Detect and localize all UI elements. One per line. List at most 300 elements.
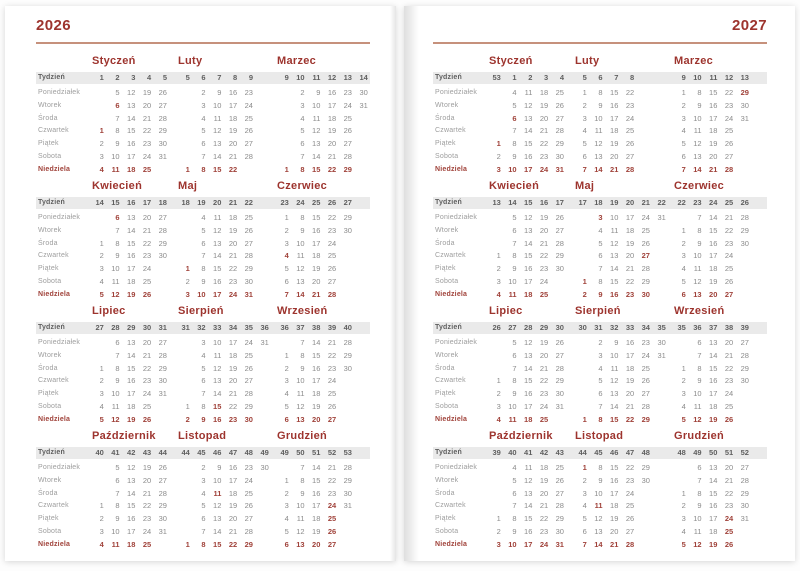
holiday-day-number: 30 [641,289,650,299]
day-number: 12 [213,225,222,235]
week-number: 30 [555,323,564,332]
day-number: 8 [598,276,603,286]
day-number: 21 [142,225,152,235]
day-number: 16 [127,514,136,523]
day-number: 15 [709,488,718,498]
day-number: 11 [693,126,702,136]
week-number: 32 [197,323,206,332]
day-number: 9 [697,100,702,110]
day-number: 7 [115,488,120,498]
day-number: 5 [512,338,517,347]
day-number: 17 [524,276,533,286]
weekday-row [36,539,370,552]
weekday-label: Czwartek [38,127,69,135]
day-number: 23 [327,363,337,373]
day-number: 25 [244,213,253,222]
day-number: 27 [555,350,564,360]
day-number: 19 [610,139,619,148]
holiday-day-number: 15 [312,164,321,174]
day-number: 2 [681,238,686,248]
header-rule [36,42,370,44]
week-number: 19 [197,198,206,207]
month-title: Czerwiec [277,180,328,192]
holiday-day-number: 8 [598,414,603,424]
day-number: 9 [697,238,702,248]
day-number: 18 [539,463,549,472]
day-number: 6 [681,151,686,161]
day-number: 30 [158,376,167,386]
day-number: 28 [244,526,253,536]
holiday-day-number: 12 [693,539,702,549]
day-number: 22 [724,225,734,235]
day-number: 26 [244,225,253,235]
weekday-row [433,475,767,488]
day-number: 11 [213,213,222,222]
day-number: 6 [115,338,120,347]
day-number: 4 [512,463,517,472]
day-number: 16 [312,363,321,373]
weekday-label: Wtorek [38,101,62,109]
day-number: 21 [142,350,152,360]
week-number: 6 [598,73,603,82]
month-row [36,430,370,555]
day-number: 10 [693,251,702,261]
weekday-row [433,462,767,475]
weekday-label: Środa [38,489,58,497]
day-number: 21 [625,264,635,273]
day-number: 19 [228,126,238,136]
day-number: 11 [524,463,533,472]
day-number: 14 [213,389,222,398]
day-number: 18 [709,264,718,273]
weekday-row [36,475,370,488]
weekday-row [36,414,370,427]
day-number: 13 [610,389,619,398]
week-number: 11 [709,73,718,82]
weekday-label: Sobota [38,152,62,160]
day-number: 18 [625,225,635,235]
day-number: 6 [512,350,517,360]
holiday-day-number: 25 [142,164,152,174]
day-number: 19 [312,526,321,536]
week-strip [36,322,370,334]
day-number: 29 [740,225,749,235]
day-number: 7 [201,389,206,398]
week-number: 27 [343,198,352,207]
week-number: 5 [162,73,167,82]
weekday-row [433,375,767,388]
weekday-row [433,100,767,113]
day-number: 6 [598,251,603,261]
day-number: 27 [244,238,253,248]
day-number: 6 [201,376,206,386]
day-number: 29 [244,264,253,273]
day-number: 9 [300,225,305,235]
month-title: Październik [489,430,553,442]
day-number: 30 [343,488,352,498]
week-number: 36 [693,323,702,332]
day-number: 20 [625,251,635,261]
day-number: 28 [158,113,167,123]
holiday-day-number: 21 [610,539,619,549]
day-number: 12 [296,264,305,273]
day-number: 6 [201,514,206,523]
day-number: 23 [724,238,734,248]
day-number: 20 [724,463,734,472]
day-number: 10 [111,264,120,273]
day-number: 29 [555,376,564,386]
week-number: 50 [709,448,718,457]
holiday-day-number: 27 [327,414,337,424]
day-number: 12 [296,526,305,536]
day-number: 23 [327,225,337,235]
day-number: 3 [681,113,686,123]
weekday-row [433,500,767,513]
day-number: 26 [641,376,650,386]
day-number: 13 [524,488,533,498]
day-number: 30 [158,514,167,523]
day-number: 10 [508,276,517,286]
day-number: 31 [158,526,167,536]
day-number: 30 [740,501,749,511]
day-number: 25 [641,225,650,235]
week-number: 15 [111,198,120,207]
day-number: 11 [213,113,222,123]
day-number: 14 [127,225,136,235]
day-number: 22 [724,488,734,498]
day-number: 4 [201,213,206,222]
week-number: 18 [158,198,167,207]
day-number: 15 [127,238,136,248]
day-number: 23 [539,264,549,273]
day-number: 29 [343,213,352,222]
day-number: 22 [724,363,734,373]
day-number: 23 [343,88,352,97]
day-number: 2 [185,276,190,286]
holiday-day-number: 18 [524,414,533,424]
holiday-day-number: 1 [582,463,587,472]
day-number: 20 [539,225,549,235]
weekday-row [36,289,370,302]
holiday-day-number: 23 [228,414,238,424]
week-strip [36,72,370,84]
day-number: 19 [228,501,238,511]
month-title: Lipiec [92,305,126,317]
day-number: 13 [709,463,718,472]
holiday-day-number: 9 [201,414,206,424]
week-number: 4 [559,73,564,82]
week-number: 5 [582,73,587,82]
holiday-day-number: 17 [524,539,533,549]
day-number: 5 [300,126,305,136]
day-number: 17 [312,238,321,248]
day-number: 23 [244,88,253,97]
month-title: Grudzień [674,430,725,442]
day-number: 19 [539,338,549,347]
holiday-day-number: 19 [709,414,718,424]
holiday-day-number: 4 [496,289,501,299]
day-number: 28 [555,363,564,373]
holiday-day-number: 24 [327,501,337,511]
month-title: Luty [575,55,600,67]
holiday-day-number: 5 [99,289,104,299]
week-number: 18 [181,198,190,207]
day-number: 24 [724,251,734,261]
weekday-label: Sobota [435,402,459,410]
holiday-day-number: 2 [185,414,190,424]
month-titles-row [36,305,370,322]
weekday-row [36,225,370,238]
day-number: 8 [598,88,603,97]
weekday-label: Sobota [435,152,459,160]
day-number: 25 [625,126,635,136]
week-number: 12 [724,73,734,82]
day-number: 21 [539,238,549,248]
day-number: 30 [641,475,650,485]
holiday-day-number: 6 [284,539,289,549]
day-number: 29 [343,475,352,485]
day-number: 8 [512,514,517,523]
day-number: 20 [228,238,238,248]
holiday-day-number: 22 [228,539,238,549]
day-number: 16 [127,251,136,261]
weekday-row [433,87,767,100]
day-number: 4 [582,126,587,136]
day-number: 13 [594,526,603,536]
week-number: 27 [508,323,517,332]
week-number: 23 [693,198,702,207]
day-number: 30 [343,363,352,373]
day-number: 28 [740,213,749,222]
holiday-day-number: 12 [111,289,120,299]
day-number: 22 [228,264,238,273]
day-number: 23 [327,488,337,498]
day-number: 12 [213,363,222,373]
day-number: 20 [142,475,152,485]
holiday-day-number: 1 [185,164,190,174]
day-number: 16 [524,389,533,398]
day-number: 4 [99,401,104,411]
day-number: 21 [539,501,549,511]
day-number: 20 [610,151,619,161]
weekday-label: Poniedziałek [435,339,478,346]
week-number: 48 [244,448,253,457]
day-number: 15 [610,276,619,286]
holiday-day-number: 7 [681,164,686,174]
day-number: 10 [111,151,120,161]
day-number: 19 [312,264,321,273]
day-number: 5 [582,514,587,523]
week-number: 46 [610,448,619,457]
day-number: 7 [201,251,206,261]
weekday-row [433,539,767,552]
weekday-row [433,401,767,414]
day-number: 22 [327,350,337,360]
day-number: 25 [724,401,734,411]
day-number: 26 [555,475,564,485]
day-number: 26 [555,338,564,347]
day-number: 13 [610,251,619,261]
day-number: 9 [697,376,702,386]
day-number: 2 [201,88,206,97]
weekday-row [433,164,767,177]
weekday-row [36,151,370,164]
day-number: 4 [582,501,587,511]
day-number: 28 [555,126,564,136]
holiday-day-number: 17 [213,289,222,299]
holiday-day-number: 11 [594,501,603,511]
day-number: 2 [598,338,603,347]
day-number: 13 [524,350,533,360]
day-number: 12 [213,501,222,511]
week-strip-label: Tydzień [435,324,462,331]
month-row [36,180,370,305]
week-number: 42 [539,448,549,457]
day-number: 5 [598,376,603,386]
weekday-row [36,401,370,414]
day-number: 26 [244,501,253,511]
day-number: 14 [127,488,136,498]
day-number: 28 [244,251,253,261]
day-number: 13 [524,225,533,235]
day-number: 27 [625,526,635,536]
week-number: 30 [142,323,152,332]
weekday-label: Sobota [38,402,62,410]
day-number: 31 [158,151,167,161]
day-number: 7 [598,264,603,273]
day-number: 9 [217,463,222,472]
day-number: 5 [598,238,603,248]
day-number: 24 [625,113,635,123]
day-number: 5 [681,276,686,286]
holiday-day-number: 22 [228,164,238,174]
week-number: 39 [740,323,749,332]
holiday-day-number: 12 [693,414,702,424]
week-number: 39 [492,448,501,457]
day-number: 24 [641,213,650,222]
day-number: 15 [709,363,718,373]
week-strip [433,322,767,334]
day-number: 17 [312,501,321,511]
day-number: 24 [142,151,152,161]
day-number: 7 [115,225,120,235]
week-strip-label: Tydzień [38,324,65,331]
week-number: 44 [181,448,190,457]
day-number: 8 [697,88,702,97]
day-number: 3 [201,475,206,485]
month-title: Kwiecień [489,180,540,192]
day-number: 17 [127,151,136,161]
holiday-day-number: 10 [197,289,206,299]
day-number: 12 [610,376,619,386]
day-number: 24 [244,338,253,347]
day-number: 1 [496,514,501,523]
day-number: 9 [512,389,517,398]
day-number: 9 [115,139,120,148]
day-number: 2 [681,100,686,110]
day-number: 10 [610,350,619,360]
holiday-day-number: 1 [284,164,289,174]
day-number: 18 [610,501,619,511]
day-number: 12 [594,514,603,523]
day-number: 10 [296,238,305,248]
week-number: 24 [296,198,305,207]
week-number: 23 [280,198,289,207]
day-number: 15 [524,514,533,523]
day-number: 3 [582,113,587,123]
month-title: Marzec [674,55,714,67]
day-number: 24 [244,475,253,485]
day-number: 29 [641,463,650,472]
day-number: 23 [244,463,253,472]
holiday-day-number: 3 [496,164,501,174]
week-number: 40 [508,448,517,457]
day-number: 12 [524,475,533,485]
holiday-day-number: 14 [594,539,603,549]
day-number: 15 [610,88,619,97]
day-number: 22 [228,401,238,411]
day-number: 14 [709,350,718,360]
holiday-day-number: 24 [228,289,238,299]
day-number: 25 [244,488,253,498]
holiday-day-number: 4 [99,164,104,174]
day-number: 22 [327,213,337,222]
day-number: 6 [697,463,702,472]
holiday-day-number: 5 [681,414,686,424]
day-number: 26 [327,401,337,411]
month-title: Listopad [575,430,624,442]
week-number: 26 [327,198,337,207]
day-number: 5 [284,526,289,536]
week-strip-label: Tydzień [435,74,462,81]
week-strip [433,72,767,84]
day-number: 28 [244,151,253,161]
day-number: 6 [115,475,120,485]
holiday-day-number: 27 [724,289,734,299]
day-number: 23 [724,501,734,511]
weekday-row [36,164,370,177]
week-number: 48 [641,448,650,457]
page-2026-content [36,17,370,555]
day-number: 3 [284,238,289,248]
day-number: 30 [555,151,564,161]
month-row [36,305,370,430]
month-title: Czerwiec [674,180,725,192]
day-number: 30 [555,526,564,536]
week-number: 16 [127,198,136,207]
weekday-label: Niedziela [435,415,468,423]
page-header [433,17,767,40]
day-number: 1 [582,88,587,97]
day-number: 19 [539,100,549,110]
holiday-day-number: 14 [594,164,603,174]
day-number: 18 [228,488,238,498]
week-number: 43 [555,448,564,457]
day-number: 8 [697,488,702,498]
day-number: 13 [524,113,533,123]
week-number: 9 [284,73,289,82]
weekday-row [433,138,767,151]
day-number: 13 [693,151,702,161]
day-number: 27 [625,151,635,161]
day-number: 19 [228,363,238,373]
day-number: 26 [555,100,564,110]
day-number: 7 [201,526,206,536]
day-number: 12 [524,213,533,222]
week-strip-label: Tydzień [435,449,462,456]
day-number: 8 [300,213,305,222]
day-number: 4 [681,126,686,136]
